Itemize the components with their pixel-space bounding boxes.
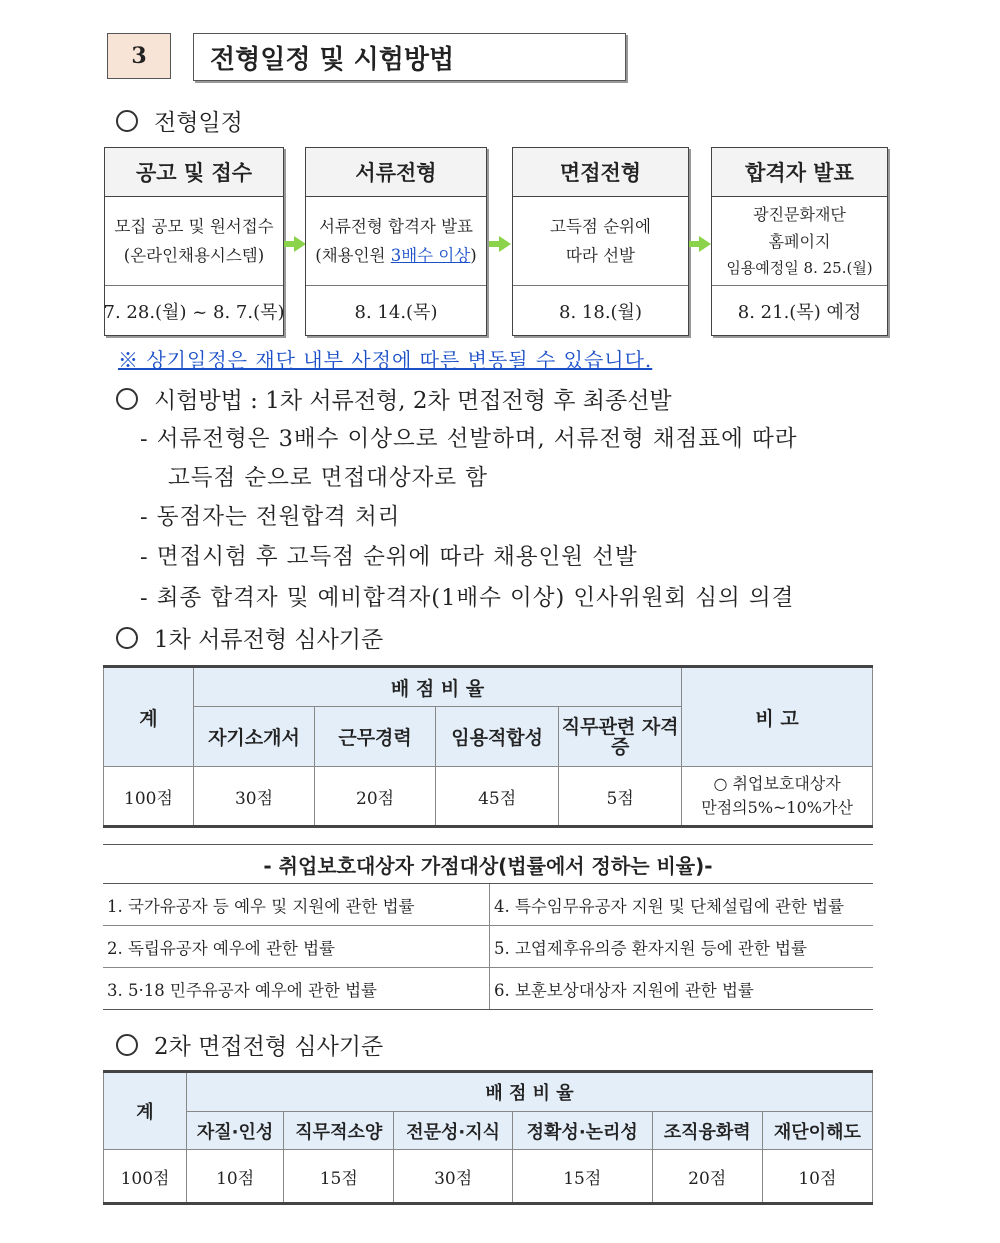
schedule-step-2 (305, 147, 487, 336)
bonus-law: 1. 국가유공자 등 예우 및 지원에 관한 법률 (103, 884, 490, 926)
method-item: - 서류전형은 3배수 이상으로 선발하며, 서류전형 채점표에 따라 (140, 426, 798, 452)
row-total: 100점 (104, 1150, 187, 1204)
schedule-heading-text: 전형일정 (154, 110, 243, 136)
doc-review-table (103, 665, 873, 828)
bonus-law: 3. 5·18 민주유공자 예우에 관한 법률 (103, 968, 490, 1010)
method-item: - 면접시험 후 고득점 순위에 따라 채용인원 선발 (140, 544, 638, 570)
step-date: 7. 28.(월) ~ 8. 7.(목) (103, 302, 285, 323)
bonus-law: 5. 고엽제후유의증 환자지원 등에 관한 법률 (490, 926, 874, 968)
arrow-right-icon (499, 236, 511, 252)
schedule-step-3 (512, 147, 689, 336)
row-note (682, 767, 873, 827)
row-value: 20점 (315, 767, 436, 827)
step-desc-line: 임용예정일 8. 25.(월) (726, 258, 873, 277)
doc-review-heading (116, 621, 383, 654)
col-group-header: 배 점 비 율 (193, 667, 681, 707)
col-total-header: 계 (104, 1072, 187, 1150)
step-title: 서류전형 (306, 148, 486, 197)
section-title: 전형일정 및 시험방법 (193, 33, 626, 81)
method-heading (116, 382, 672, 415)
step-desc-line: 서류전형 합격자 발표 (319, 217, 473, 236)
col-header: 자기소개서 (193, 707, 314, 767)
row-value: 10점 (187, 1150, 284, 1204)
col-group-header: 배 점 비 율 (187, 1072, 873, 1112)
step-desc-line: 홈페이지 (768, 231, 831, 251)
step-date: 8. 14.(목) (354, 302, 438, 323)
col-header: 자질·인성 (187, 1112, 284, 1150)
step-desc-highlight: 3배수 이상 (390, 246, 471, 265)
step-desc-line: 광진문화재단 (753, 204, 846, 224)
circle-bullet-icon (116, 388, 138, 410)
step-desc-line: 고득점 순위에 (550, 217, 651, 236)
col-header: 직무관련 자격증 (559, 707, 682, 767)
bonus-law: 4. 특수임무유공자 지원 및 단체설립에 관한 법률 (490, 884, 874, 926)
step-title: 공고 및 접수 (105, 148, 283, 197)
section-number: 3 (107, 33, 171, 79)
col-header: 조직융화력 (652, 1112, 762, 1150)
row-total: 100점 (104, 767, 194, 827)
col-total-header: 계 (104, 667, 194, 767)
schedule-step-1 (104, 147, 284, 336)
step-date: 8. 18.(월) (559, 302, 642, 323)
step-desc (105, 197, 283, 286)
bonus-table (103, 884, 873, 1010)
bonus-title: - 취업보호대상자 가점대상(법률에서 정하는 비율)- (103, 844, 873, 884)
step-desc-line: 따라 선발 (565, 246, 635, 265)
col-header: 전문성·지식 (394, 1112, 513, 1150)
schedule-step-4 (711, 147, 888, 336)
method-item: - 최종 합격자 및 예비합격자(1배수 이상) 인사위원회 심의 의결 (140, 585, 795, 611)
step-desc-prefix: (채용인원 (315, 246, 391, 265)
row-value: 30점 (193, 767, 314, 827)
interview-table (103, 1070, 873, 1205)
row-value: 20점 (652, 1150, 762, 1204)
circle-bullet-icon (116, 1034, 138, 1056)
step-title: 면접전형 (513, 148, 688, 197)
col-header: 직무적소양 (284, 1112, 394, 1150)
row-value: 10점 (762, 1150, 872, 1204)
col-header: 재단이해도 (762, 1112, 872, 1150)
circle-bullet-icon (116, 627, 138, 649)
col-header: 근무경력 (315, 707, 436, 767)
step-desc (306, 197, 486, 286)
row-value: 5점 (559, 767, 682, 827)
doc-review-heading-text: 1차 서류전형 심사기준 (154, 627, 384, 653)
step-desc (712, 197, 887, 286)
step-title: 합격자 발표 (712, 148, 887, 197)
interview-heading-text: 2차 면접전형 심사기준 (154, 1034, 384, 1060)
row-value: 30점 (394, 1150, 513, 1204)
interview-heading (116, 1028, 383, 1061)
step-desc-line: 모집 공모 및 원서접수 (114, 217, 274, 236)
col-header: 임용적합성 (436, 707, 559, 767)
col-note-header: 비 고 (682, 667, 873, 767)
row-note-line: 만점의5%~10%가산 (701, 798, 853, 817)
step-date: 8. 21.(목) 예정 (737, 302, 862, 323)
step-desc-line (315, 241, 476, 270)
method-item: 고득점 순으로 면접대상자로 함 (168, 465, 489, 491)
arrow-right-icon (699, 236, 711, 252)
row-value: 15점 (284, 1150, 394, 1204)
schedule-heading (116, 104, 243, 137)
method-item: - 동점자는 전원합격 처리 (140, 504, 401, 530)
bonus-law: 2. 독립유공자 예우에 관한 법률 (103, 926, 490, 968)
row-value: 15점 (512, 1150, 652, 1204)
row-note-line: ○ 취업보호대상자 (713, 774, 841, 793)
bonus-law: 6. 보훈보상대상자 지원에 관한 법률 (490, 968, 874, 1010)
step-desc (513, 197, 688, 286)
method-heading-text: 시험방법 : 1차 서류전형, 2차 면접전형 후 최종선발 (154, 388, 672, 414)
col-header: 정확성·논리성 (512, 1112, 652, 1150)
step-desc-suffix: ) (470, 246, 477, 265)
schedule-notice: ※ 상기일정은 재단 내부 사정에 따른 변동될 수 있습니다. (118, 348, 653, 372)
circle-bullet-icon (116, 110, 138, 132)
step-desc-line: (온라인채용시스템) (123, 246, 265, 265)
row-value: 45점 (436, 767, 559, 827)
